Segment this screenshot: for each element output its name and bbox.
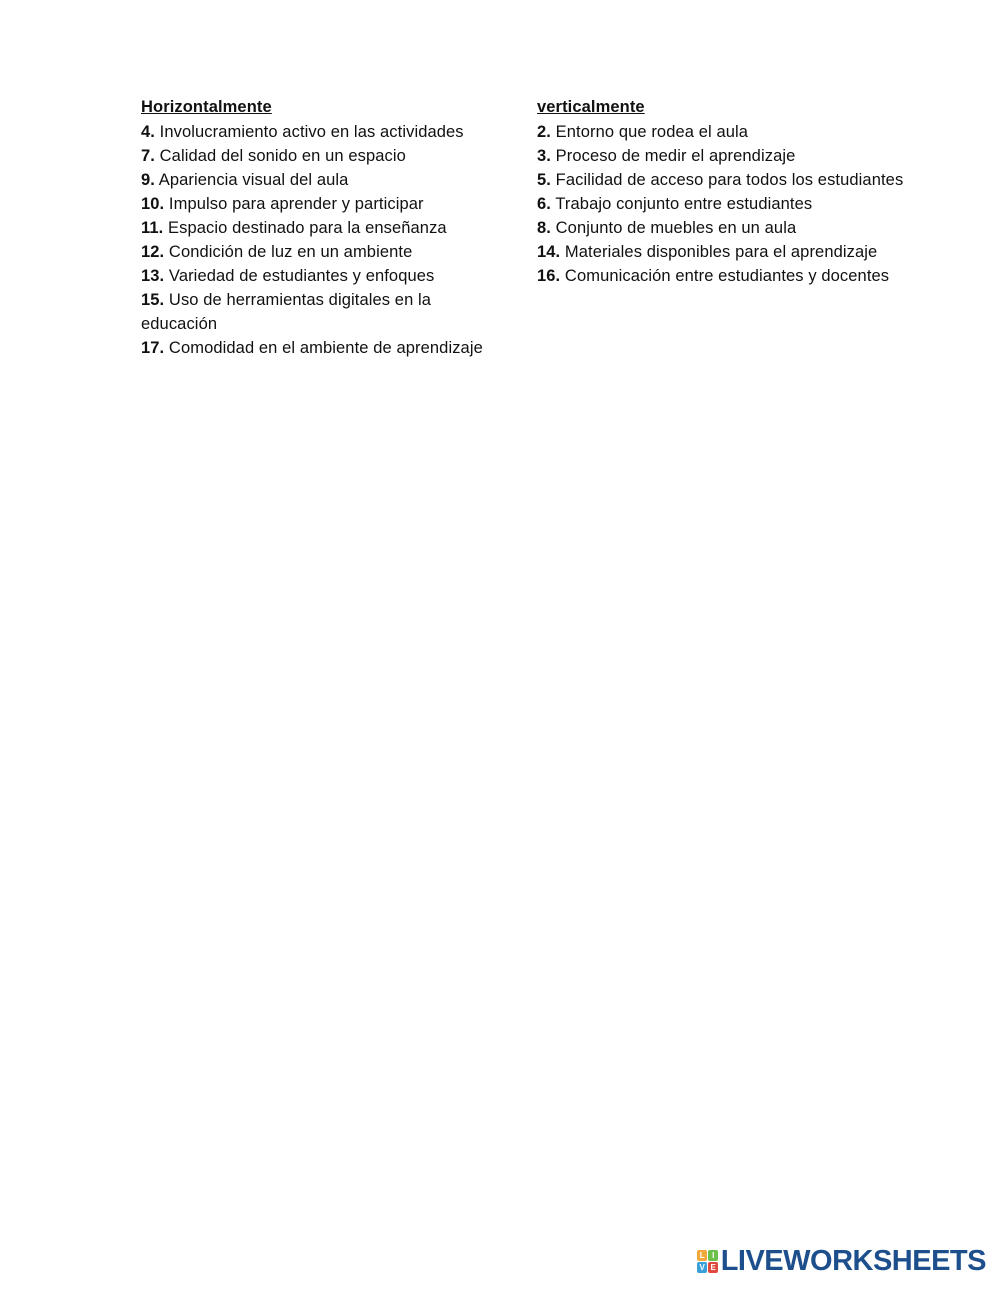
clue-number: 12. [141, 243, 165, 261]
clue-number: 7. [141, 147, 155, 165]
across-clue [141, 168, 516, 192]
logo-mark-icon [697, 1249, 719, 1273]
across-clue-list [141, 120, 516, 360]
logo-mark-letter: E [708, 1262, 718, 1273]
clue-text: Involucramiento activo en las actividades [154, 123, 464, 141]
clue-text: Facilidad de acceso para todos los estudiantes [550, 171, 904, 189]
clue-number: 6. [537, 195, 551, 213]
clue-number: 8. [537, 219, 551, 237]
clue-text: Condición de luz en un ambiente [164, 243, 413, 261]
logo-mark-letter: I [708, 1250, 718, 1261]
clue-text: Conjunto de muebles en un aula [550, 219, 797, 237]
clue-text: Trabajo conjunto entre estudiantes [550, 195, 813, 213]
logo-text: LIVEWORKSHEETS [720, 1245, 986, 1277]
clue-number: 14. [537, 243, 561, 261]
down-clue [537, 216, 957, 240]
down-clue [537, 192, 957, 216]
clue-text: Entorno que rodea el aula [550, 123, 749, 141]
across-clue [141, 264, 516, 288]
clue-number: 5. [537, 171, 551, 189]
clue-text: Calidad del sonido en un espacio [154, 147, 406, 165]
clue-number: 11. [141, 219, 164, 237]
clue-text: Materiales disponibles para el aprendizaje [560, 243, 878, 261]
clue-text: Impulso para aprender y participar [164, 195, 424, 213]
down-column [537, 96, 957, 288]
logo-mark-letter: L [697, 1250, 707, 1261]
liveworksheets-logo [697, 1246, 986, 1276]
clue-number: 10. [141, 195, 165, 213]
clue-text: Espacio destinado para la enseñanza [163, 219, 447, 237]
clue-text: Comodidad en el ambiente de aprendizaje [164, 339, 483, 357]
clue-number: 17. [141, 339, 165, 357]
down-clue [537, 120, 957, 144]
clue-number: 9. [141, 171, 155, 189]
clue-number: 4. [141, 123, 155, 141]
down-clue [537, 240, 957, 264]
clue-number: 15. [141, 291, 165, 309]
clue-text: Uso de herramientas digitales en la educación [141, 291, 432, 333]
down-clue [537, 264, 957, 288]
across-clue [141, 240, 516, 264]
across-heading: Horizontalmente [141, 98, 272, 116]
clue-text: Proceso de medir el aprendizaje [550, 147, 796, 165]
down-clue [537, 168, 957, 192]
across-clue [141, 336, 516, 360]
across-clue [141, 120, 516, 144]
across-column [141, 96, 516, 360]
down-clue [537, 144, 957, 168]
across-clue [141, 192, 516, 216]
clue-text: Comunicación entre estudiantes y docentes [560, 267, 890, 285]
clue-number: 16. [537, 267, 561, 285]
logo-mark-letter: V [697, 1262, 707, 1273]
down-heading: verticalmente [537, 98, 645, 116]
clue-text: Apariencia visual del aula [154, 171, 349, 189]
clue-text: Variedad de estudiantes y enfoques [164, 267, 435, 285]
across-clue [141, 144, 516, 168]
clue-number: 13. [141, 267, 165, 285]
down-clue-list [537, 120, 957, 288]
across-clue [141, 216, 516, 240]
clue-number: 2. [537, 123, 551, 141]
clue-number: 3. [537, 147, 551, 165]
across-clue [141, 288, 466, 336]
